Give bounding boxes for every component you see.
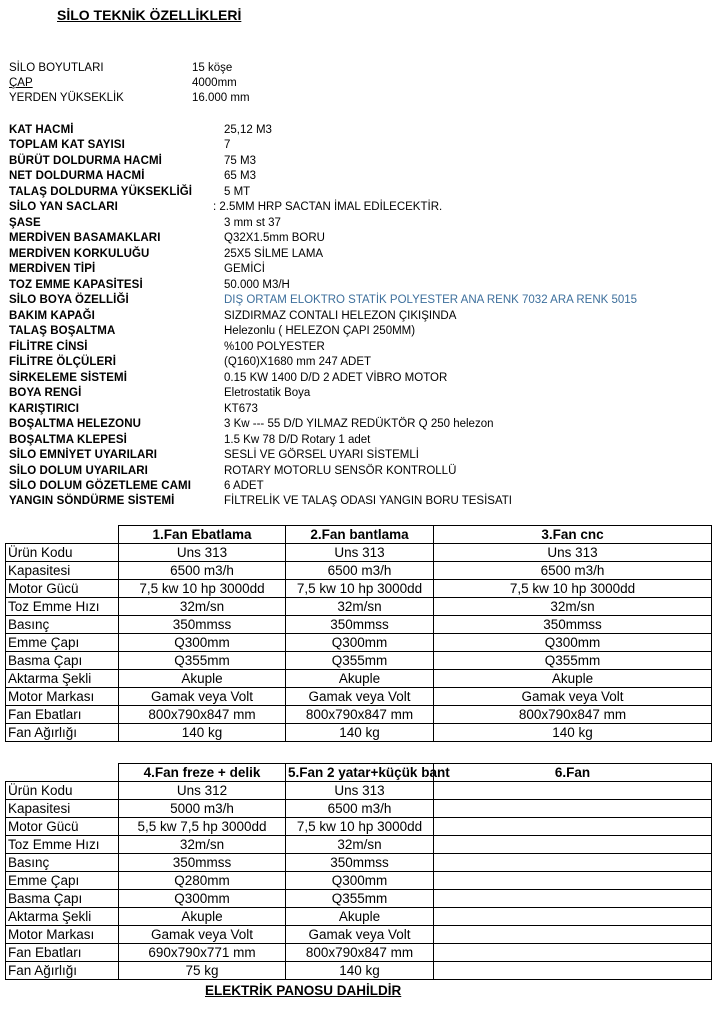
row-label: Ürün Kodu (6, 544, 119, 562)
row-label: Emme Çapı (6, 634, 119, 652)
table-row (6, 670, 712, 688)
table-cell (434, 818, 712, 836)
spec-value: 75 M3 (224, 155, 256, 167)
spec-value: : 2.5MM HRP SACTAN İMAL EDİLECEKTİR. (213, 201, 443, 213)
spec-value: 3 Kw --- 55 D/D YILMAZ REDÜKTÖR Q 250 helezon (224, 418, 494, 430)
spec-label: SİLO DOLUM UYARILARI (9, 465, 148, 477)
spec-value: 50.000 M3/H (224, 279, 290, 291)
table-row (6, 616, 712, 634)
table-cell: Q300mm (434, 634, 712, 652)
table-cell: Q355mm (286, 890, 434, 908)
table-row (6, 818, 712, 836)
spec-label: TOZ EMME KAPASİTESİ (9, 279, 143, 291)
spec-label: MERDİVEN KORKULUĞU (9, 248, 150, 260)
table-cell: 690x790x771 mm (119, 944, 286, 962)
table-cell (434, 854, 712, 872)
spec-label: YANGIN SÖNDÜRME SİSTEMİ (9, 495, 175, 507)
table-cell: Gamak veya Volt (119, 688, 286, 706)
table-cell: 140 kg (286, 724, 434, 742)
table-row (6, 962, 712, 980)
table-cell: Uns 312 (119, 782, 286, 800)
table-cell: 6500 m3/h (286, 800, 434, 818)
table-cell: 800x790x847 mm (286, 944, 434, 962)
table-cell: 350mmss (286, 616, 434, 634)
column-header: 4.Fan freze + delik (119, 764, 286, 782)
table-cell: 350mmss (119, 616, 286, 634)
spec-value: 65 M3 (224, 170, 256, 182)
table-cell: 7,5 kw 10 hp 3000dd (286, 580, 434, 598)
table-cell: 32m/sn (286, 598, 434, 616)
table-cell: 140 kg (286, 962, 434, 980)
table-cell: Gamak veya Volt (286, 688, 434, 706)
spec-value: ROTARY MOTORLU SENSÖR KONTROLLÜ (224, 465, 457, 477)
table-cell (434, 944, 712, 962)
spec-label: SİLO EMNİYET UYARILARI (9, 449, 158, 461)
column-header: 3.Fan cnc (434, 526, 712, 544)
table-cell: Q300mm (286, 634, 434, 652)
spec-value: 0.15 KW 1400 D/D 2 ADET VİBRO MOTOR (224, 372, 448, 384)
table-cell: Q300mm (119, 634, 286, 652)
table-cell (434, 872, 712, 890)
row-label: Basınç (6, 854, 119, 872)
table-cell: Gamak veya Volt (119, 926, 286, 944)
table-cell: Q300mm (286, 872, 434, 890)
table-cell: 140 kg (119, 724, 286, 742)
table-row (6, 688, 712, 706)
table-corner (6, 526, 119, 544)
spec-label: MERDİVEN BASAMAKLARI (9, 232, 161, 244)
table-cell: 32m/sn (119, 836, 286, 854)
table-cell: Akuple (434, 670, 712, 688)
table-row (6, 580, 712, 598)
row-label: Aktarma Şekli (6, 908, 119, 926)
table-row (6, 890, 712, 908)
column-header: 2.Fan bantlama (286, 526, 434, 544)
row-label: Motor Gücü (6, 580, 119, 598)
table-cell: Uns 313 (286, 544, 434, 562)
row-label: Ürün Kodu (6, 782, 119, 800)
spec-label: TALAŞ BOŞALTMA (9, 325, 116, 337)
table-cell: 800x790x847 mm (434, 706, 712, 724)
table-cell: 6500 m3/h (434, 562, 712, 580)
spec-label: KAT HACMİ (9, 124, 74, 136)
table-corner (6, 764, 119, 782)
table-cell: Akuple (286, 908, 434, 926)
table-cell (434, 908, 712, 926)
table-cell: Q300mm (119, 890, 286, 908)
spec-label: TOPLAM KAT SAYISI (9, 139, 125, 151)
table-cell: 350mmss (286, 854, 434, 872)
table-row (6, 854, 712, 872)
row-label: Fan Ebatları (6, 944, 119, 962)
table-cell: Uns 313 (434, 544, 712, 562)
table-row (6, 634, 712, 652)
table-row (6, 724, 712, 742)
dimension-label: SİLO BOYUTLARI (9, 62, 104, 74)
dimension-value: 15 köşe (192, 62, 233, 74)
table-cell: Gamak veya Volt (286, 926, 434, 944)
spec-value: SIZDIRMAZ CONTALI HELEZON ÇIKIŞINDA (224, 310, 457, 322)
spec-value: FİLTRELİK VE TALAŞ ODASI YANGIN BORU TESİSATI (224, 495, 513, 507)
row-label: Motor Markası (6, 926, 119, 944)
table-cell (434, 890, 712, 908)
spec-label: SİLO DOLUM GÖZETLEME CAMI (9, 480, 192, 492)
spec-label: BOYA RENGİ (9, 387, 82, 399)
row-label: Toz Emme Hızı (6, 598, 119, 616)
table-cell: 32m/sn (286, 836, 434, 854)
dimension-value: 16.000 mm (192, 92, 250, 104)
row-label: Fan Ağırlığı (6, 962, 119, 980)
row-label: Fan Ebatları (6, 706, 119, 724)
spec-value: 6 ADET (224, 480, 264, 492)
row-label: Basma Çapı (6, 652, 119, 670)
row-label: Toz Emme Hızı (6, 836, 119, 854)
spec-value: SESLİ VE GÖRSEL UYARI SİSTEMLİ (224, 449, 419, 461)
spec-label: SİLO YAN SACLARI (9, 201, 118, 213)
row-label: Emme Çapı (6, 872, 119, 890)
row-label: Motor Markası (6, 688, 119, 706)
row-label: Motor Gücü (6, 818, 119, 836)
table-cell: 75 kg (119, 962, 286, 980)
table-cell: 5,5 kw 7,5 hp 3000dd (119, 818, 286, 836)
spec-label: KARIŞTIRICI (9, 403, 80, 415)
table-cell: 800x790x847 mm (286, 706, 434, 724)
table-cell: 140 kg (434, 724, 712, 742)
footer-note: ELEKTRİK PANOSU DAHİLDİR (205, 983, 402, 998)
spec-value: 7 (224, 139, 231, 151)
table-row (6, 782, 712, 800)
table-cell: Gamak veya Volt (434, 688, 712, 706)
table-cell: 32m/sn (434, 598, 712, 616)
table-cell: 6500 m3/h (119, 562, 286, 580)
table-cell: Q355mm (119, 652, 286, 670)
table-cell (434, 836, 712, 854)
fan-table-1 (5, 525, 712, 742)
spec-value: KT673 (224, 403, 258, 415)
table-cell: Akuple (286, 670, 434, 688)
table-row (6, 836, 712, 854)
spec-label: ŞASE (9, 217, 41, 229)
column-header: 1.Fan Ebatlama (119, 526, 286, 544)
table-cell: 6500 m3/h (286, 562, 434, 580)
row-label: Basma Çapı (6, 890, 119, 908)
spec-value: 25,12 M3 (224, 124, 272, 136)
table-cell: 350mmss (119, 854, 286, 872)
table-row (6, 652, 712, 670)
table-row (6, 706, 712, 724)
spec-value: 5 MT (224, 186, 251, 198)
page-title: SİLO TEKNİK ÖZELLİKLERİ (57, 7, 242, 23)
table-row (6, 872, 712, 890)
table-cell (434, 926, 712, 944)
spec-label: SİRKELEME SİSTEMİ (9, 372, 127, 384)
table-row (6, 562, 712, 580)
spec-value: 1.5 Kw 78 D/D Rotary 1 adet (224, 434, 371, 446)
spec-label: NET DOLDURMA HACMİ (9, 170, 145, 182)
spec-value: Eletrostatik Boya (224, 387, 311, 399)
spec-value: 3 mm st 37 (224, 217, 281, 229)
row-label: Kapasitesi (6, 800, 119, 818)
dimension-label: ÇAP (9, 77, 33, 89)
spec-label: BOŞALTMA HELEZONU (9, 418, 142, 430)
table-cell (434, 800, 712, 818)
table-row (6, 800, 712, 818)
column-header: 6.Fan (434, 764, 712, 782)
table-row (6, 908, 712, 926)
table-row (6, 598, 712, 616)
table-cell: 800x790x847 mm (119, 706, 286, 724)
table-cell: Akuple (119, 908, 286, 926)
table-cell (434, 962, 712, 980)
table-cell: 5000 m3/h (119, 800, 286, 818)
table-cell: Akuple (119, 670, 286, 688)
row-label: Aktarma Şekli (6, 670, 119, 688)
spec-label: BOŞALTMA KLEPESİ (9, 434, 127, 446)
spec-label: MERDİVEN TİPİ (9, 263, 96, 275)
column-header: 5.Fan 2 yatar+küçük bant (286, 764, 434, 782)
dimension-value: 4000mm (192, 77, 237, 89)
row-label: Kapasitesi (6, 562, 119, 580)
table-cell: Q355mm (434, 652, 712, 670)
table-cell: Uns 313 (286, 782, 434, 800)
spec-value: DIŞ ORTAM ELOKTRO STATİK POLYESTER ANA RENK 7032 ARA RENK 5015 (224, 294, 638, 306)
table-cell: 7,5 kw 10 hp 3000dd (119, 580, 286, 598)
spec-label: FİLİTRE ÖLÇÜLERİ (9, 356, 117, 368)
table-cell: Q355mm (286, 652, 434, 670)
row-label: Basınç (6, 616, 119, 634)
dimension-label: YERDEN YÜKSEKLİK (9, 92, 124, 104)
table-row (6, 926, 712, 944)
spec-label: BAKIM KAPAĞI (9, 310, 95, 322)
table-row (6, 544, 712, 562)
spec-value: GEMİCİ (224, 263, 265, 275)
spec-label: FİLİTRE CİNSİ (9, 341, 88, 353)
row-label: Fan Ağırlığı (6, 724, 119, 742)
fan-table-2 (5, 763, 712, 980)
spec-label: SİLO BOYA ÖZELLİĞİ (9, 294, 129, 306)
table-cell: Uns 313 (119, 544, 286, 562)
spec-label: BÜRÜT DOLDURMA HACMİ (9, 155, 162, 167)
spec-value: Helezonlu ( HELEZON ÇAPI 250MM) (224, 325, 416, 337)
spec-value: (Q160)X1680 mm 247 ADET (224, 356, 372, 368)
table-cell: 32m/sn (119, 598, 286, 616)
table-cell: Q280mm (119, 872, 286, 890)
spec-label: TALAŞ DOLDURMA YÜKSEKLİĞİ (9, 186, 193, 198)
table-cell (434, 782, 712, 800)
table-cell: 7,5 kw 10 hp 3000dd (286, 818, 434, 836)
spec-value: 25X5 SİLME LAMA (224, 248, 324, 260)
table-cell: 350mmss (434, 616, 712, 634)
spec-value: Q32X1.5mm BORU (224, 232, 325, 244)
spec-value: %100 POLYESTER (224, 341, 325, 353)
table-cell: 7,5 kw 10 hp 3000dd (434, 580, 712, 598)
table-row (6, 944, 712, 962)
